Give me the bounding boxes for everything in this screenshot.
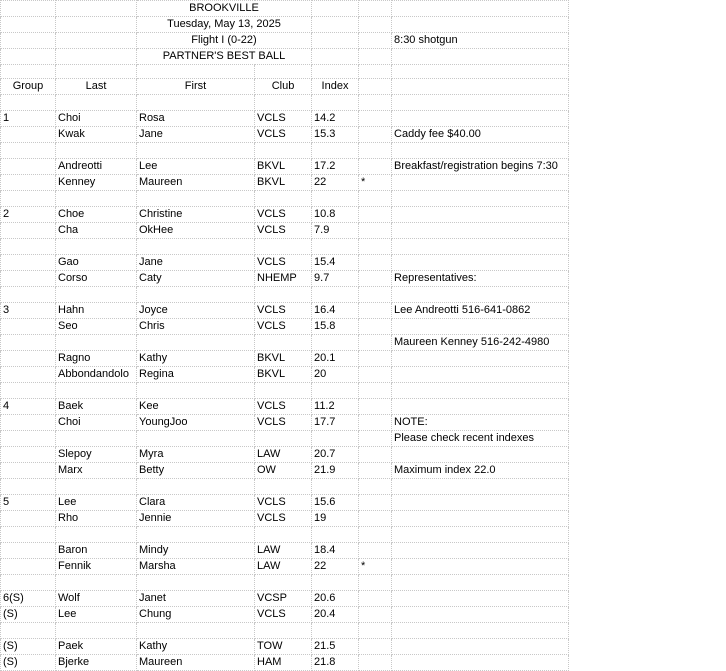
side-note[interactable] (392, 527, 569, 543)
player-club[interactable]: VCLS (255, 111, 312, 127)
player-club[interactable]: HAM (255, 655, 312, 671)
player-mark[interactable] (359, 575, 392, 591)
player-mark[interactable] (359, 351, 392, 367)
player-last[interactable]: Lee (56, 607, 137, 623)
player-index[interactable] (312, 479, 359, 495)
table-row (1, 511, 569, 527)
player-first[interactable]: Janet (137, 591, 255, 607)
player-index[interactable]: 18.4 (312, 543, 359, 559)
event-date: Tuesday, May 13, 2025 (137, 17, 312, 33)
event-flight: Flight I (0-22) (137, 33, 312, 49)
player-mark[interactable] (359, 319, 392, 335)
player-club[interactable]: VCLS (255, 607, 312, 623)
player-mark[interactable] (359, 271, 392, 287)
player-club[interactable]: LAW (255, 559, 312, 575)
side-note[interactable] (392, 143, 569, 159)
player-index[interactable]: 14.2 (312, 111, 359, 127)
side-note[interactable] (392, 319, 569, 335)
player-group[interactable] (1, 319, 56, 335)
side-note[interactable]: Breakfast/registration begins 7:30 (392, 159, 569, 175)
column-header-row (1, 79, 569, 95)
player-first[interactable] (137, 239, 255, 255)
player-mark[interactable] (359, 159, 392, 175)
table-row (1, 335, 569, 351)
table-row (1, 223, 569, 239)
player-index[interactable] (312, 239, 359, 255)
player-group[interactable]: 5 (1, 495, 56, 511)
player-first[interactable]: Marsha (137, 559, 255, 575)
player-index[interactable]: 20.4 (312, 607, 359, 623)
side-note[interactable]: Maximum index 22.0 (392, 463, 569, 479)
table-row (1, 159, 569, 175)
player-last[interactable] (56, 527, 137, 543)
table-row (1, 559, 569, 575)
player-last[interactable]: Baron (56, 543, 137, 559)
player-club[interactable]: VCLS (255, 207, 312, 223)
side-note[interactable] (392, 111, 569, 127)
player-mark[interactable] (359, 495, 392, 511)
side-note[interactable]: Lee Andreotti 516-641-0862 (392, 303, 569, 319)
player-index[interactable] (312, 335, 359, 351)
player-club[interactable]: VCSP (255, 591, 312, 607)
player-club[interactable]: VCLS (255, 303, 312, 319)
table-row (1, 319, 569, 335)
player-mark[interactable] (359, 431, 392, 447)
player-last[interactable] (56, 623, 137, 639)
side-note[interactable] (392, 399, 569, 415)
player-index[interactable] (312, 527, 359, 543)
table-row (1, 351, 569, 367)
player-first[interactable]: Mindy (137, 543, 255, 559)
player-mark[interactable] (359, 223, 392, 239)
player-club[interactable]: VCLS (255, 319, 312, 335)
player-last[interactable]: Fennik (56, 559, 137, 575)
player-last[interactable] (56, 335, 137, 351)
side-note[interactable] (392, 479, 569, 495)
player-club[interactable] (255, 431, 312, 447)
player-mark[interactable] (359, 367, 392, 383)
player-group[interactable] (1, 463, 56, 479)
player-first[interactable] (137, 383, 255, 399)
player-club[interactable]: BKVL (255, 351, 312, 367)
side-note[interactable] (392, 367, 569, 383)
side-note[interactable] (392, 543, 569, 559)
player-index[interactable]: 22 (312, 175, 359, 191)
side-note[interactable] (392, 223, 569, 239)
player-mark[interactable] (359, 543, 392, 559)
player-mark[interactable] (359, 607, 392, 623)
player-first[interactable]: Chung (137, 607, 255, 623)
player-last[interactable]: Lee (56, 495, 137, 511)
player-group[interactable] (1, 159, 56, 175)
player-last[interactable] (56, 479, 137, 495)
player-first[interactable]: Jane (137, 255, 255, 271)
player-mark[interactable] (359, 527, 392, 543)
blank-row (1, 383, 569, 399)
blank-row (1, 239, 569, 255)
player-group[interactable]: (S) (1, 639, 56, 655)
player-index[interactable]: 10.8 (312, 207, 359, 223)
player-index[interactable] (312, 95, 359, 111)
player-last[interactable]: Cha (56, 223, 137, 239)
player-mark[interactable] (359, 127, 392, 143)
player-group[interactable] (1, 271, 56, 287)
event-format: PARTNER'S BEST BALL (137, 49, 312, 65)
player-mark[interactable] (359, 415, 392, 431)
player-last[interactable]: Hahn (56, 303, 137, 319)
player-group[interactable] (1, 415, 56, 431)
player-group[interactable]: 3 (1, 303, 56, 319)
player-group[interactable]: 1 (1, 111, 56, 127)
side-note[interactable] (392, 95, 569, 111)
player-group[interactable] (1, 351, 56, 367)
player-club[interactable]: VCLS (255, 255, 312, 271)
table-row (1, 303, 569, 319)
player-index[interactable]: 21.8 (312, 655, 359, 671)
player-mark[interactable] (359, 639, 392, 655)
player-index[interactable]: 15.8 (312, 319, 359, 335)
table-row (1, 591, 569, 607)
player-group[interactable] (1, 575, 56, 591)
table-row (1, 207, 569, 223)
table-row (1, 367, 569, 383)
side-note[interactable]: Please check recent indexes (392, 431, 569, 447)
player-last[interactable] (56, 287, 137, 303)
player-group[interactable] (1, 287, 56, 303)
player-group[interactable] (1, 335, 56, 351)
player-last[interactable]: Marx (56, 463, 137, 479)
player-mark[interactable]: * (359, 559, 392, 575)
player-mark[interactable] (359, 207, 392, 223)
player-last[interactable]: Andreotti (56, 159, 137, 175)
side-note[interactable] (392, 623, 569, 639)
player-club[interactable]: NHEMP (255, 271, 312, 287)
player-index[interactable]: 17.7 (312, 415, 359, 431)
player-first[interactable] (137, 479, 255, 495)
player-last[interactable]: Corso (56, 271, 137, 287)
player-club[interactable]: BKVL (255, 159, 312, 175)
player-first[interactable]: YoungJoo (137, 415, 255, 431)
side-note[interactable] (392, 639, 569, 655)
player-club[interactable]: BKVL (255, 367, 312, 383)
player-index[interactable]: 20 (312, 367, 359, 383)
player-index[interactable]: 22 (312, 559, 359, 575)
player-index[interactable]: 16.4 (312, 303, 359, 319)
player-last[interactable]: Kenney (56, 175, 137, 191)
player-first[interactable]: Lee (137, 159, 255, 175)
player-last[interactable]: Paek (56, 639, 137, 655)
player-club[interactable] (255, 479, 312, 495)
player-club[interactable] (255, 575, 312, 591)
player-club[interactable] (255, 239, 312, 255)
player-first[interactable]: Chris (137, 319, 255, 335)
player-first[interactable] (137, 191, 255, 207)
player-club[interactable]: OW (255, 463, 312, 479)
table-row (1, 255, 569, 271)
blank-row (1, 527, 569, 543)
player-group[interactable] (1, 479, 56, 495)
blank-row (1, 143, 569, 159)
player-club[interactable] (255, 335, 312, 351)
player-first[interactable] (137, 623, 255, 639)
player-mark[interactable] (359, 255, 392, 271)
player-club[interactable] (255, 143, 312, 159)
side-note[interactable]: Representatives: (392, 271, 569, 287)
player-group[interactable]: 4 (1, 399, 56, 415)
player-index[interactable]: 15.3 (312, 127, 359, 143)
player-club[interactable]: VCLS (255, 399, 312, 415)
side-note[interactable] (392, 191, 569, 207)
player-mark[interactable] (359, 591, 392, 607)
player-mark[interactable]: * (359, 175, 392, 191)
player-mark[interactable] (359, 335, 392, 351)
player-last[interactable] (56, 191, 137, 207)
side-note[interactable] (392, 511, 569, 527)
player-first[interactable]: Regina (137, 367, 255, 383)
player-club[interactable] (255, 527, 312, 543)
player-first[interactable]: Betty (137, 463, 255, 479)
event-title: BROOKVILLE (137, 1, 312, 17)
player-first[interactable]: Clara (137, 495, 255, 511)
player-group[interactable] (1, 95, 56, 111)
side-note[interactable] (392, 207, 569, 223)
player-last[interactable]: Seo (56, 319, 137, 335)
player-group[interactable] (1, 383, 56, 399)
player-group[interactable] (1, 559, 56, 575)
player-club[interactable] (255, 623, 312, 639)
side-note[interactable] (392, 559, 569, 575)
player-club[interactable]: VCLS (255, 127, 312, 143)
side-note[interactable] (392, 255, 569, 271)
player-club[interactable] (255, 383, 312, 399)
header-index: Index (312, 79, 359, 95)
table-row (1, 543, 569, 559)
player-first[interactable]: Maureen (137, 655, 255, 671)
player-first[interactable]: Jennie (137, 511, 255, 527)
player-last[interactable]: Baek (56, 399, 137, 415)
player-first[interactable]: Kathy (137, 639, 255, 655)
player-group[interactable] (1, 367, 56, 383)
player-index[interactable]: 19 (312, 511, 359, 527)
player-index[interactable] (312, 143, 359, 159)
player-last[interactable]: Bjerke (56, 655, 137, 671)
header-club: Club (255, 79, 312, 95)
player-group[interactable] (1, 143, 56, 159)
player-group[interactable] (1, 543, 56, 559)
player-group[interactable] (1, 175, 56, 191)
side-note[interactable]: Caddy fee $40.00 (392, 127, 569, 143)
player-club[interactable] (255, 287, 312, 303)
table-row (1, 431, 569, 447)
side-note[interactable] (392, 287, 569, 303)
player-first[interactable]: Kathy (137, 351, 255, 367)
player-mark[interactable] (359, 303, 392, 319)
player-last[interactable]: Choi (56, 415, 137, 431)
header-first: First (137, 79, 255, 95)
player-index[interactable]: 15.6 (312, 495, 359, 511)
player-first[interactable] (137, 95, 255, 111)
player-index[interactable] (312, 431, 359, 447)
player-first[interactable] (137, 287, 255, 303)
shotgun-note: 8:30 shotgun (392, 33, 569, 49)
table-row (1, 495, 569, 511)
player-last[interactable]: Slepoy (56, 447, 137, 463)
side-note[interactable] (392, 591, 569, 607)
player-index[interactable]: 17.2 (312, 159, 359, 175)
player-group[interactable] (1, 431, 56, 447)
player-last[interactable]: Wolf (56, 591, 137, 607)
player-club[interactable] (255, 191, 312, 207)
player-club[interactable]: VCLS (255, 511, 312, 527)
player-first[interactable]: Caty (137, 271, 255, 287)
player-index[interactable]: 21.9 (312, 463, 359, 479)
player-index[interactable] (312, 623, 359, 639)
player-mark[interactable] (359, 287, 392, 303)
blank-row (1, 95, 569, 111)
player-group[interactable] (1, 223, 56, 239)
player-first[interactable]: Jane (137, 127, 255, 143)
player-club[interactable]: VCLS (255, 415, 312, 431)
player-club[interactable]: VCLS (255, 223, 312, 239)
player-index[interactable]: 20.7 (312, 447, 359, 463)
player-mark[interactable] (359, 111, 392, 127)
blank-row (1, 479, 569, 495)
side-note[interactable] (392, 383, 569, 399)
player-club[interactable]: LAW (255, 543, 312, 559)
player-first[interactable]: Christine (137, 207, 255, 223)
table-row (1, 607, 569, 623)
player-mark[interactable] (359, 191, 392, 207)
player-index[interactable]: 20.6 (312, 591, 359, 607)
side-note[interactable] (392, 239, 569, 255)
player-first[interactable] (137, 431, 255, 447)
side-note[interactable] (392, 175, 569, 191)
player-mark[interactable] (359, 239, 392, 255)
player-group[interactable] (1, 127, 56, 143)
player-first[interactable]: Kee (137, 399, 255, 415)
table-row (1, 175, 569, 191)
player-first[interactable]: Maureen (137, 175, 255, 191)
player-group[interactable]: (S) (1, 607, 56, 623)
player-club[interactable]: TOW (255, 639, 312, 655)
player-last[interactable]: Choi (56, 111, 137, 127)
player-last[interactable] (56, 431, 137, 447)
side-note[interactable] (392, 351, 569, 367)
player-last[interactable] (56, 239, 137, 255)
player-last[interactable]: Kwak (56, 127, 137, 143)
player-last[interactable]: Gao (56, 255, 137, 271)
player-group[interactable] (1, 191, 56, 207)
player-group[interactable] (1, 527, 56, 543)
player-first[interactable] (137, 143, 255, 159)
blank-row (1, 287, 569, 303)
table-row (1, 271, 569, 287)
player-group[interactable] (1, 447, 56, 463)
player-last[interactable] (56, 95, 137, 111)
player-last[interactable] (56, 143, 137, 159)
player-mark[interactable] (359, 479, 392, 495)
player-index[interactable]: 20.1 (312, 351, 359, 367)
side-note[interactable] (392, 447, 569, 463)
header-group: Group (1, 79, 56, 95)
player-mark[interactable] (359, 143, 392, 159)
player-index[interactable] (312, 383, 359, 399)
player-mark[interactable] (359, 447, 392, 463)
blank-row (1, 575, 569, 591)
side-note[interactable] (392, 495, 569, 511)
table-row (1, 447, 569, 463)
player-group[interactable]: 2 (1, 207, 56, 223)
player-mark[interactable] (359, 511, 392, 527)
side-note[interactable] (392, 575, 569, 591)
side-note[interactable] (392, 607, 569, 623)
table-row (1, 463, 569, 479)
player-index[interactable]: 11.2 (312, 399, 359, 415)
player-first[interactable] (137, 575, 255, 591)
player-group[interactable]: 6(S) (1, 591, 56, 607)
player-last[interactable] (56, 575, 137, 591)
player-first[interactable] (137, 527, 255, 543)
player-first[interactable]: Joyce (137, 303, 255, 319)
player-group[interactable] (1, 511, 56, 527)
side-note[interactable]: Maureen Kenney 516-242-4980 (392, 335, 569, 351)
player-group[interactable]: (S) (1, 655, 56, 671)
player-group[interactable] (1, 623, 56, 639)
player-index[interactable]: 21.5 (312, 639, 359, 655)
player-first[interactable]: OkHee (137, 223, 255, 239)
player-club[interactable]: BKVL (255, 175, 312, 191)
table-row (1, 111, 569, 127)
table-row (1, 127, 569, 143)
side-note[interactable]: NOTE: (392, 415, 569, 431)
player-first[interactable] (137, 335, 255, 351)
player-mark[interactable] (359, 95, 392, 111)
player-mark[interactable] (359, 383, 392, 399)
player-mark[interactable] (359, 623, 392, 639)
player-club[interactable]: LAW (255, 447, 312, 463)
player-index[interactable]: 15.4 (312, 255, 359, 271)
player-mark[interactable] (359, 463, 392, 479)
player-index[interactable] (312, 575, 359, 591)
player-last[interactable]: Rho (56, 511, 137, 527)
player-club[interactable] (255, 95, 312, 111)
blank-row (1, 191, 569, 207)
player-index[interactable]: 9.7 (312, 271, 359, 287)
player-last[interactable]: Choe (56, 207, 137, 223)
player-mark[interactable] (359, 399, 392, 415)
player-first[interactable]: Myra (137, 447, 255, 463)
header-last: Last (56, 79, 137, 95)
player-last[interactable]: Ragno (56, 351, 137, 367)
player-index[interactable] (312, 191, 359, 207)
player-club[interactable]: VCLS (255, 495, 312, 511)
player-group[interactable] (1, 255, 56, 271)
blank-row (1, 623, 569, 639)
player-group[interactable] (1, 239, 56, 255)
player-index[interactable] (312, 287, 359, 303)
player-last[interactable] (56, 383, 137, 399)
player-index[interactable]: 7.9 (312, 223, 359, 239)
table-row (1, 399, 569, 415)
player-first[interactable]: Rosa (137, 111, 255, 127)
player-last[interactable]: Abbondandolo (56, 367, 137, 383)
table-row (1, 415, 569, 431)
table-row (1, 639, 569, 655)
